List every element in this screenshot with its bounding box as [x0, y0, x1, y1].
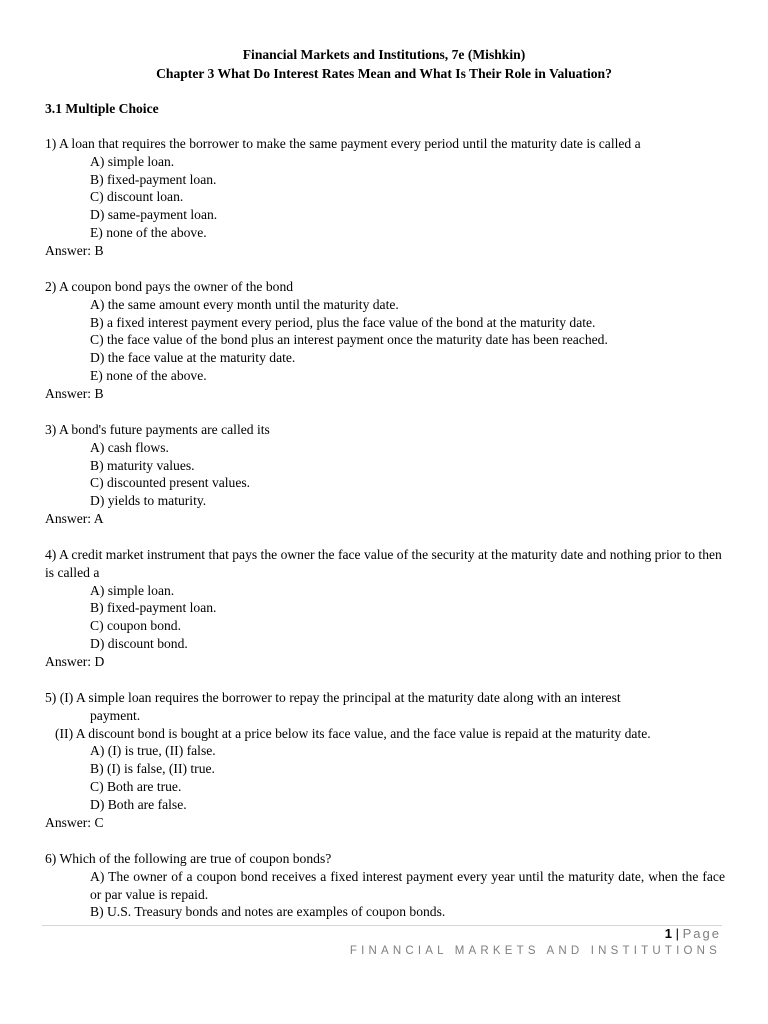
question-stem: 6) Which of the following are true of coupon bonds?: [45, 851, 332, 866]
question-3: [45, 421, 725, 528]
answer-option: D) Both are false.: [90, 796, 187, 812]
footer-divider: [42, 925, 722, 926]
chapter-title: Chapter 3 What Do Interest Rates Mean and What Is Their Role in Valuation?: [156, 66, 612, 81]
answer-option: A) The owner of a coupon bond receives a fixed interest payment every year until the maturity date, when the face or par value is repaid.: [90, 868, 725, 902]
answer-option: A) (I) is true, (II) false.: [90, 743, 216, 759]
answer-option: B) (I) is false, (II) true.: [90, 761, 215, 777]
answer-option: B) fixed-payment loan.: [90, 171, 217, 187]
section-heading: 3.1 Multiple Choice: [45, 101, 159, 116]
question-stem-continued: payment.: [90, 707, 141, 723]
answer-option: E) none of the above.: [90, 367, 207, 383]
answer-key: Answer: A: [45, 510, 104, 526]
question-4: [45, 546, 725, 671]
answer-option: A) cash flows.: [90, 439, 169, 455]
answer-option: C) discounted present values.: [90, 475, 251, 491]
document-header: [0, 45, 768, 83]
page-word: Page: [682, 926, 721, 941]
answer-option: D) same-payment loan.: [90, 207, 218, 223]
answer-option: B) a fixed interest payment every period, plus the face value of the bond at the maturity date.: [90, 314, 596, 330]
question-2: [45, 278, 725, 403]
answer-option: D) discount bond.: [90, 635, 188, 651]
answer-key: Answer: B: [45, 385, 104, 401]
answer-option: D) the face value at the maturity date.: [90, 350, 296, 366]
question-stem: 3) A bond's future payments are called its: [45, 422, 270, 437]
answer-key: Answer: D: [45, 653, 105, 669]
question-6: [45, 850, 725, 921]
running-footer-title: FINANCIAL MARKETS AND INSTITUTIONS: [349, 945, 721, 957]
question-stem: 2) A coupon bond pays the owner of the bond: [45, 279, 294, 294]
question-1: [45, 135, 725, 260]
answer-option: C) Both are true.: [90, 778, 182, 794]
answer-key: Answer: C: [45, 814, 104, 830]
page-separator: |: [675, 926, 679, 941]
question-5: [45, 689, 725, 831]
question-stem: 5) (I) A simple loan requires the borrower to repay the principal at the maturity date along with an interest: [45, 690, 621, 705]
answer-option: C) the face value of the bond plus an interest payment once the maturity date has been reached.: [90, 332, 608, 348]
answer-option: D) yields to maturity.: [90, 493, 207, 509]
answer-option: B) U.S. Treasury bonds and notes are examples of coupon bonds.: [90, 904, 446, 920]
answer-option: A) simple loan.: [90, 582, 175, 598]
question-stem: 4) A credit market instrument that pays the owner the face value of the security at the maturity date and nothing prior to then is called a: [45, 547, 722, 580]
answer-option: E) none of the above.: [90, 224, 207, 240]
question-stem: 1) A loan that requires the borrower to make the same payment every period until the maturity date is called a: [45, 136, 641, 151]
answer-option: C) discount loan.: [90, 189, 184, 205]
answer-option: A) simple loan.: [90, 153, 175, 169]
answer-option: B) fixed-payment loan.: [90, 600, 217, 616]
page-number-label: [665, 926, 721, 942]
answer-option: A) the same amount every month until the maturity date.: [90, 296, 399, 312]
document-title: Financial Markets and Institutions, 7e (Mishkin): [242, 47, 526, 62]
question-statement-2: (II) A discount bond is bought at a price below its face value, and the face value is repaid at the maturity date.: [55, 725, 651, 741]
answer-key: Answer: B: [45, 242, 104, 258]
answer-option: B) maturity values.: [90, 457, 195, 473]
answer-option: C) coupon bond.: [90, 618, 181, 634]
page-number: 1: [664, 926, 672, 941]
